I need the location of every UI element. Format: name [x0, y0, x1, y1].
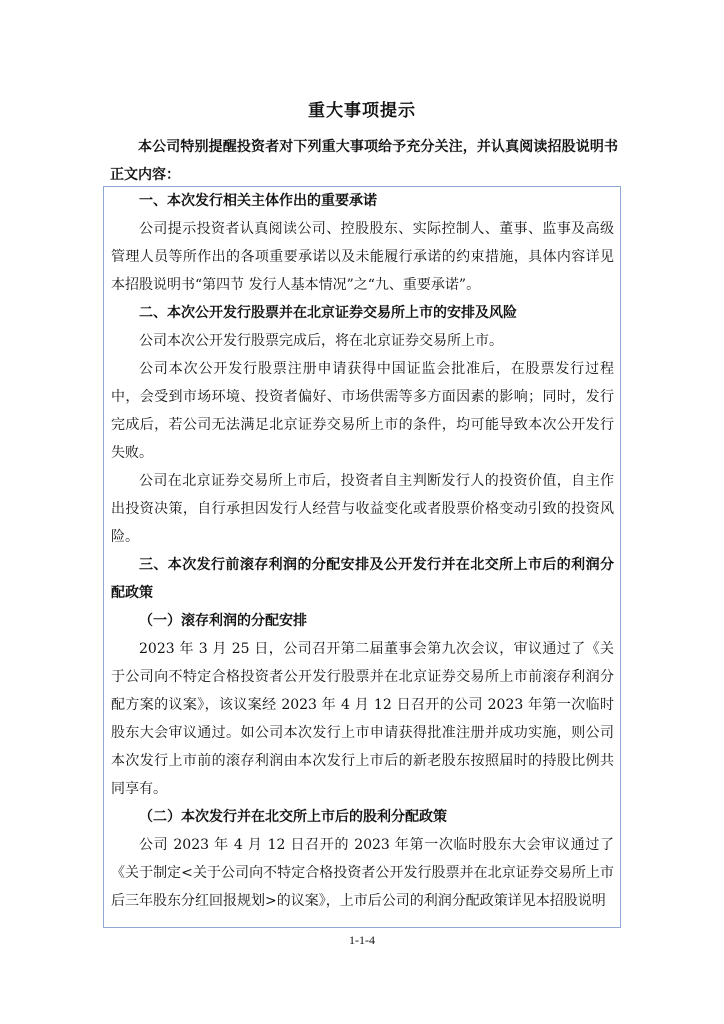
section-2-paragraph-1: 公司本次公开发行股票完成后，将在北京证券交易所上市。 [139, 333, 503, 349]
page-number: 1-1-4 [349, 933, 375, 947]
section-1-heading: 一、本次发行相关主体作出的重要承诺 [139, 193, 377, 209]
notice-box-content [104, 187, 620, 915]
section-2-paragraph-2: 公司本次公开发行股票注册申请获得中国证监会批准后，在股票发行过程中，会受到市场环境、投资者偏好、市场供需等多方面因素的影响；同时，发行完成后，若公司无法满足北京证券交易所上市的条件，均可能导致本次公开发行失败。 [111, 361, 614, 461]
intro-paragraph: 本公司特别提醒投资者对下列重大事项给予充分关注，并认真阅读招股说明书正文内容： [110, 139, 618, 183]
section-3-sub-2-heading: （二）本次发行并在北交所上市后的股利分配政策 [139, 809, 447, 825]
section-3-sub-2-paragraph-1: 公司 2023 年 4 月 12 日召开的 2023 年第一次临时股东大会审议通过了《关于制定<关于公司向不特定合格投资者公开发行股票并在北京证券交易所上市后三年股东分红回报规划>的议案》，上市后公司的利润分配政策详见本招股说明 [111, 837, 614, 909]
notice-box [103, 186, 621, 928]
page-title: 重大事项提示 [308, 101, 416, 121]
section-3-heading: 三、本次发行前滚存利润的分配安排及公开发行并在北交所上市后的利润分配政策 [111, 557, 614, 601]
section-3-sub-1-paragraph-1: 2023 年 3 月 25 日，公司召开第二届董事会第九次会议，审议通过了《关于公司向不特定合格投资者公开发行股票并在北京证券交易所上市前滚存利润分配方案的议案》，该议案经 2023 年 4 月 12 日召开的公司 2023 年第一次临时股东大会审议通过。如公司本次发行上市申请获得批准注册并成功实施，则公司本次发行上市前的滚存利润由本次发行上市后的新老股东按照届时的持股比例共同享有。 [111, 641, 614, 797]
section-3-sub-1-heading: （一）滚存利润的分配安排 [139, 613, 307, 629]
section-1-paragraph-1: 公司提示投资者认真阅读公司、控股股东、实际控制人、董事、监事及高级管理人员等所作出的各项重要承诺以及未能履行承诺的约束措施，具体内容详见本招股说明书“第四节 发行人基本情况”之“九、重要承诺”。 [111, 221, 614, 293]
section-2-heading: 二、本次公开发行股票并在北京证券交易所上市的安排及风险 [139, 305, 517, 321]
section-2-paragraph-3: 公司在北京证券交易所上市后，投资者自主判断发行人的投资价值，自主作出投资决策，自行承担因发行人经营与收益变化或者股票价格变动引致的投资风险。 [111, 473, 614, 545]
